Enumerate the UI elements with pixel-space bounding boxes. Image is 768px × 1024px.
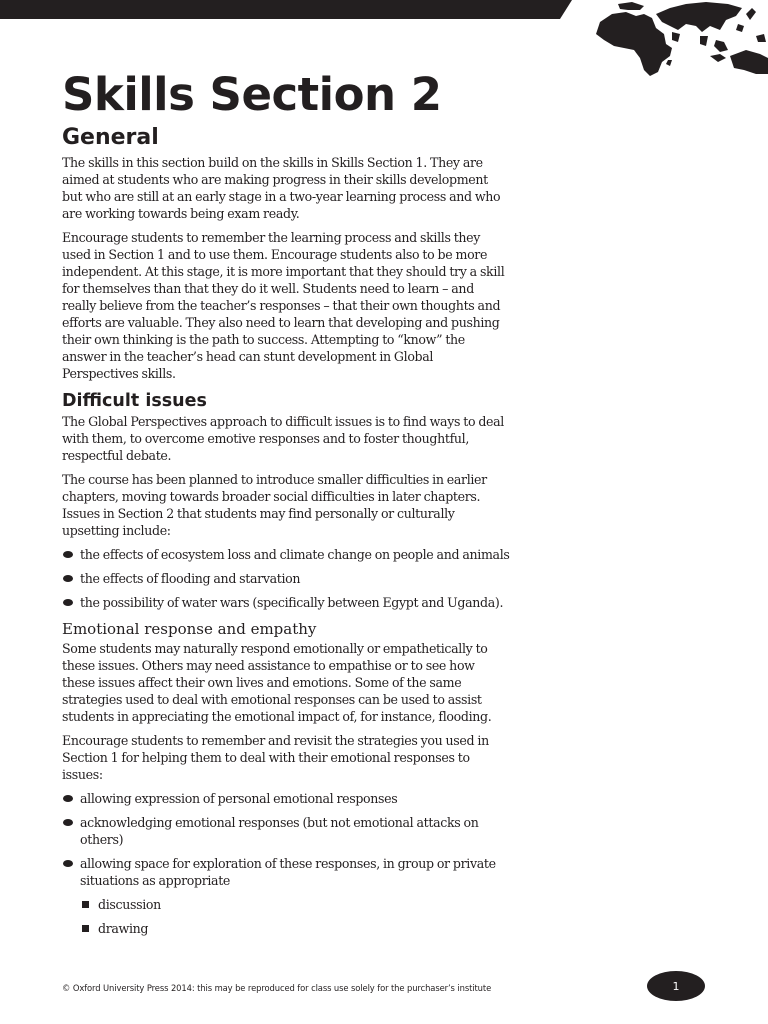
- section-heading-emotional-response: Emotional response and empathy: [62, 620, 317, 638]
- list-item: [62, 790, 510, 807]
- list-item-text: the possibility of water wars (specifically between Egypt and Uganda).: [80, 595, 504, 610]
- section-heading-difficult-issues: Difficult issues: [62, 391, 207, 411]
- list-item: [62, 594, 510, 611]
- footer-copyright: © Oxford University Press 2014: this may be reproduced for class use solely for the purchaser’s institute: [62, 983, 492, 993]
- page-number: 1: [672, 979, 680, 993]
- sub-list-item-text: drawing: [98, 921, 149, 936]
- list-item: [62, 814, 510, 848]
- list-item-text: the effects of ecosystem loss and climate change on people and animals: [80, 547, 510, 562]
- bullet-dot-icon: [63, 860, 73, 867]
- square-bullet-icon: [82, 925, 89, 932]
- list-item: [62, 570, 510, 587]
- list-item-text: allowing space for exploration of these responses, in group or private situations as appropriate: [80, 856, 496, 888]
- sub-list-item: [62, 920, 510, 937]
- sub-list-item: [62, 896, 510, 913]
- list-item: [62, 546, 510, 563]
- difficult-issues-paragraph: The Global Perspectives approach to difficult issues is to find ways to deal with them, to overcome emotive responses and to foster thoughtful, respectful debate.: [62, 414, 504, 463]
- general-paragraph: Encourage students to remember the learning process and skills they used in Section 1 and to use them. Encourage students also to be more independent. At this stage, it is more important that they should try a skill for themselves than that they do it well. Students need to learn – and really believe from the teacher’s responses – that their own thoughts and efforts are valuable. They also need to learn that developing and pushing their own thinking is the path to success. Attempting to “know” the answer in the teacher’s head can stunt development in Global Perspectives skills.: [62, 230, 505, 381]
- bullet-dot-icon: [63, 575, 73, 582]
- sub-list-item-text: discussion: [98, 897, 161, 912]
- list-item-text: the effects of flooding and starvation: [80, 571, 301, 586]
- world-map-icon: [560, 0, 768, 80]
- square-bullet-icon: [82, 901, 89, 908]
- section-heading-general: General: [62, 125, 159, 150]
- page-title: Skills Section 2: [62, 68, 442, 121]
- bullet-dot-icon: [63, 599, 73, 606]
- bullet-dot-icon: [63, 551, 73, 558]
- page-number-badge: [647, 971, 705, 1001]
- general-paragraph: The skills in this section build on the skills in Skills Section 1. They are aimed at students who are making progress in their skills development but who are still at an early stage in a two-year learning process and who are working towards being exam ready.: [62, 155, 501, 221]
- bullet-dot-icon: [63, 795, 73, 802]
- difficult-issues-list: [62, 546, 510, 611]
- emotional-response-paragraph: Some students may naturally respond emotionally or empathetically to these issues. Others may need assistance to empathise or to see how these issues affect their own lives and emotions. Some of the same strategies used to deal with emotional responses can be used to assist students in appreciating the emotional impact of, for instance, flooding.: [62, 641, 492, 724]
- emotional-response-list: [62, 790, 510, 937]
- list-item-text: acknowledging emotional responses (but not emotional attacks on others): [80, 815, 479, 847]
- bullet-dot-icon: [63, 819, 73, 826]
- difficult-issues-paragraph: The course has been planned to introduce smaller difficulties in earlier chapters, moving towards broader social difficulties in later chapters. Issues in Section 2 that students may find personally or culturally upsetting include:: [62, 472, 487, 538]
- list-item: [62, 855, 510, 889]
- emotional-response-paragraph: Encourage students to remember and revisit the strategies you used in Section 1 for helping them to deal with their emotional responses to issues:: [62, 733, 489, 782]
- list-item-text: allowing expression of personal emotional responses: [80, 791, 398, 806]
- page-content: [62, 66, 510, 944]
